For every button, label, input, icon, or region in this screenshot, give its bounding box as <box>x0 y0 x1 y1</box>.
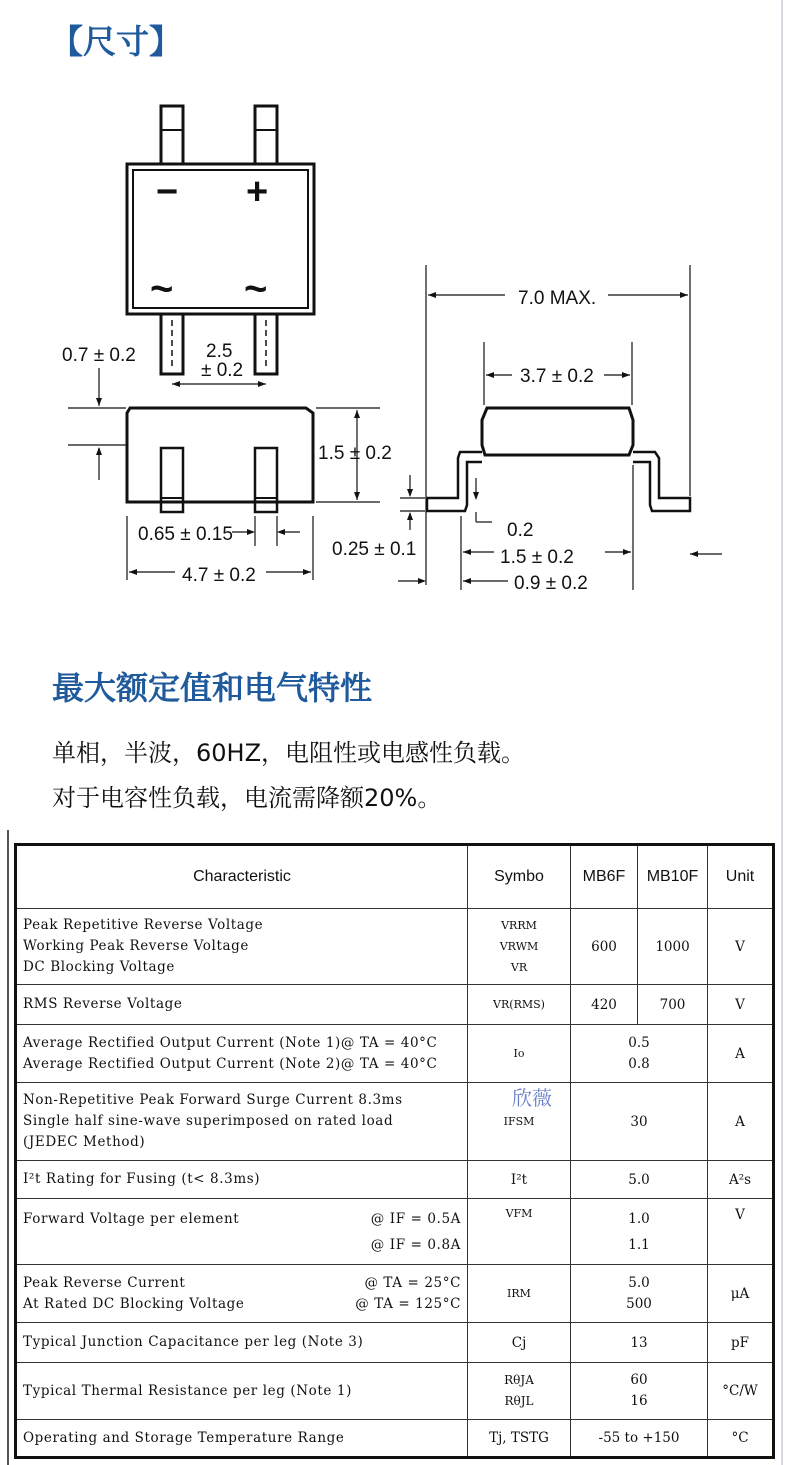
dim-body-width: 4.7 ± 0.2 <box>182 565 256 586</box>
table-row <box>16 1083 774 1161</box>
dim-body-side: 3.7 ± 0.2 <box>520 366 594 387</box>
row-unit: °C/W <box>708 1363 774 1420</box>
row-value: 13 <box>571 1323 708 1363</box>
row-value: 1.0 1.1 <box>571 1199 708 1265</box>
row-value: -55 to +150 <box>571 1420 708 1458</box>
front-view <box>127 408 313 512</box>
row-mb6f: 420 <box>571 985 638 1025</box>
header-mb10f: MB10F <box>638 845 708 909</box>
row-characteristic: Typical Junction Capacitance per leg (Note 3) <box>16 1323 468 1363</box>
table-row <box>16 1025 774 1083</box>
plus-mark: + <box>246 171 269 213</box>
row-unit: V <box>708 985 774 1025</box>
row-unit: A²s <box>708 1161 774 1199</box>
row-characteristic: RMS Reverse Voltage <box>16 985 468 1025</box>
row-unit: V <box>708 909 774 985</box>
dimension-drawing <box>0 70 790 610</box>
row-value: 5.0 500 <box>571 1265 708 1323</box>
row-symbol: Io <box>468 1025 571 1083</box>
row-value: 0.5 0.8 <box>571 1025 708 1083</box>
table-row <box>16 1323 774 1363</box>
row-symbol: VR(RMS) <box>468 985 571 1025</box>
header-symbol: Symbo <box>468 845 571 909</box>
table-row <box>16 985 774 1025</box>
row-mb10f: 700 <box>638 985 708 1025</box>
row-characteristic: Average Rectified Output Current (Note 1)@ TA = 40°C Average Rectified Output Current (Note 2)@ TA = 40°C <box>16 1025 468 1083</box>
row-value: 30 <box>571 1083 708 1161</box>
row-symbol: IFSM <box>468 1083 571 1161</box>
row-characteristic: Operating and Storage Temperature Range <box>16 1420 468 1458</box>
dim-height: 1.5 ± 0.2 <box>318 443 392 464</box>
dim-pin-length: 0.7 ± 0.2 <box>62 345 136 366</box>
row-mb6f: 600 <box>571 909 638 985</box>
row-symbol: VRRM VRWM VR <box>468 909 571 985</box>
ratings-note-1: 单相，半波，60HZ，电阻性或电感性负载。 <box>52 739 526 767</box>
ratings-note-2: 对于电容性负载，电流需降额20%。 <box>52 784 442 812</box>
row-symbol: I²t <box>468 1161 571 1199</box>
table-row <box>16 1161 774 1199</box>
dim-foot-b: 0.9 ± 0.2 <box>514 573 588 594</box>
ac-mark-right: ~ <box>244 267 268 311</box>
table-header-row <box>16 845 774 909</box>
header-characteristic: Characteristic <box>16 845 468 909</box>
row-symbol: Cj <box>468 1323 571 1363</box>
row-characteristic: Peak Reverse Current @ TA = 25°C At Rated DC Blocking Voltage @ TA = 125°C <box>16 1265 468 1323</box>
side-view <box>427 408 690 511</box>
row-mb10f: 1000 <box>638 909 708 985</box>
spec-table <box>14 843 775 1459</box>
table-row <box>16 1363 774 1420</box>
row-symbol: VFM <box>468 1199 571 1265</box>
dim-lead-thickness: 0.25 ± 0.1 <box>332 539 417 560</box>
row-characteristic: I²t Rating for Fusing (t< 8.3ms) <box>16 1161 468 1199</box>
row-unit: A <box>708 1025 774 1083</box>
dim-lead-width: 0.65 ± 0.15 <box>138 524 233 545</box>
dim-foot-a: 1.5 ± 0.2 <box>500 547 574 568</box>
row-unit: μA <box>708 1265 774 1323</box>
header-mb6f: MB6F <box>571 845 638 909</box>
row-unit: A <box>708 1083 774 1161</box>
row-value: 60 16 <box>571 1363 708 1420</box>
row-characteristic: Typical Thermal Resistance per leg (Note 1) <box>16 1363 468 1420</box>
watermark: 欣薇 <box>512 1086 552 1110</box>
dimensions-title: 【尺寸】 <box>50 22 182 61</box>
row-characteristic: Non-Repetitive Peak Forward Surge Current 8.3ms Single half sine-wave superimposed on rated load (JEDEC Method) <box>16 1083 468 1161</box>
dim-pitch-1: 2.5 <box>206 341 233 362</box>
row-symbol: RθJA RθJL <box>468 1363 571 1420</box>
dim-pitch-2: ± 0.2 <box>201 360 244 381</box>
minus-mark: − <box>156 171 179 213</box>
row-unit: pF <box>708 1323 774 1363</box>
ac-mark-left: ~ <box>150 267 174 311</box>
row-symbol: IRM <box>468 1265 571 1323</box>
header-unit: Unit <box>708 845 774 909</box>
row-characteristic: Peak Repetitive Reverse Voltage Working Peak Reverse Voltage DC Blocking Voltage <box>16 909 468 985</box>
row-value: 5.0 <box>571 1161 708 1199</box>
table-row <box>16 1420 774 1458</box>
dim-standoff: 0.2 <box>507 520 534 541</box>
row-unit: °C <box>708 1420 774 1458</box>
row-characteristic: Forward Voltage per element @ IF = 0.5A @ IF = 0.8A <box>16 1199 468 1265</box>
ratings-title: 最大额定值和电气特性 <box>52 669 373 707</box>
top-view <box>127 106 314 374</box>
row-symbol: Tj, TSTG <box>468 1420 571 1458</box>
table-row <box>16 1265 774 1323</box>
table-row <box>16 1199 774 1265</box>
table-row <box>16 909 774 985</box>
page-left-border <box>7 830 9 1465</box>
dim-max-width: 7.0 MAX. <box>518 288 597 309</box>
row-unit: V <box>708 1199 774 1265</box>
